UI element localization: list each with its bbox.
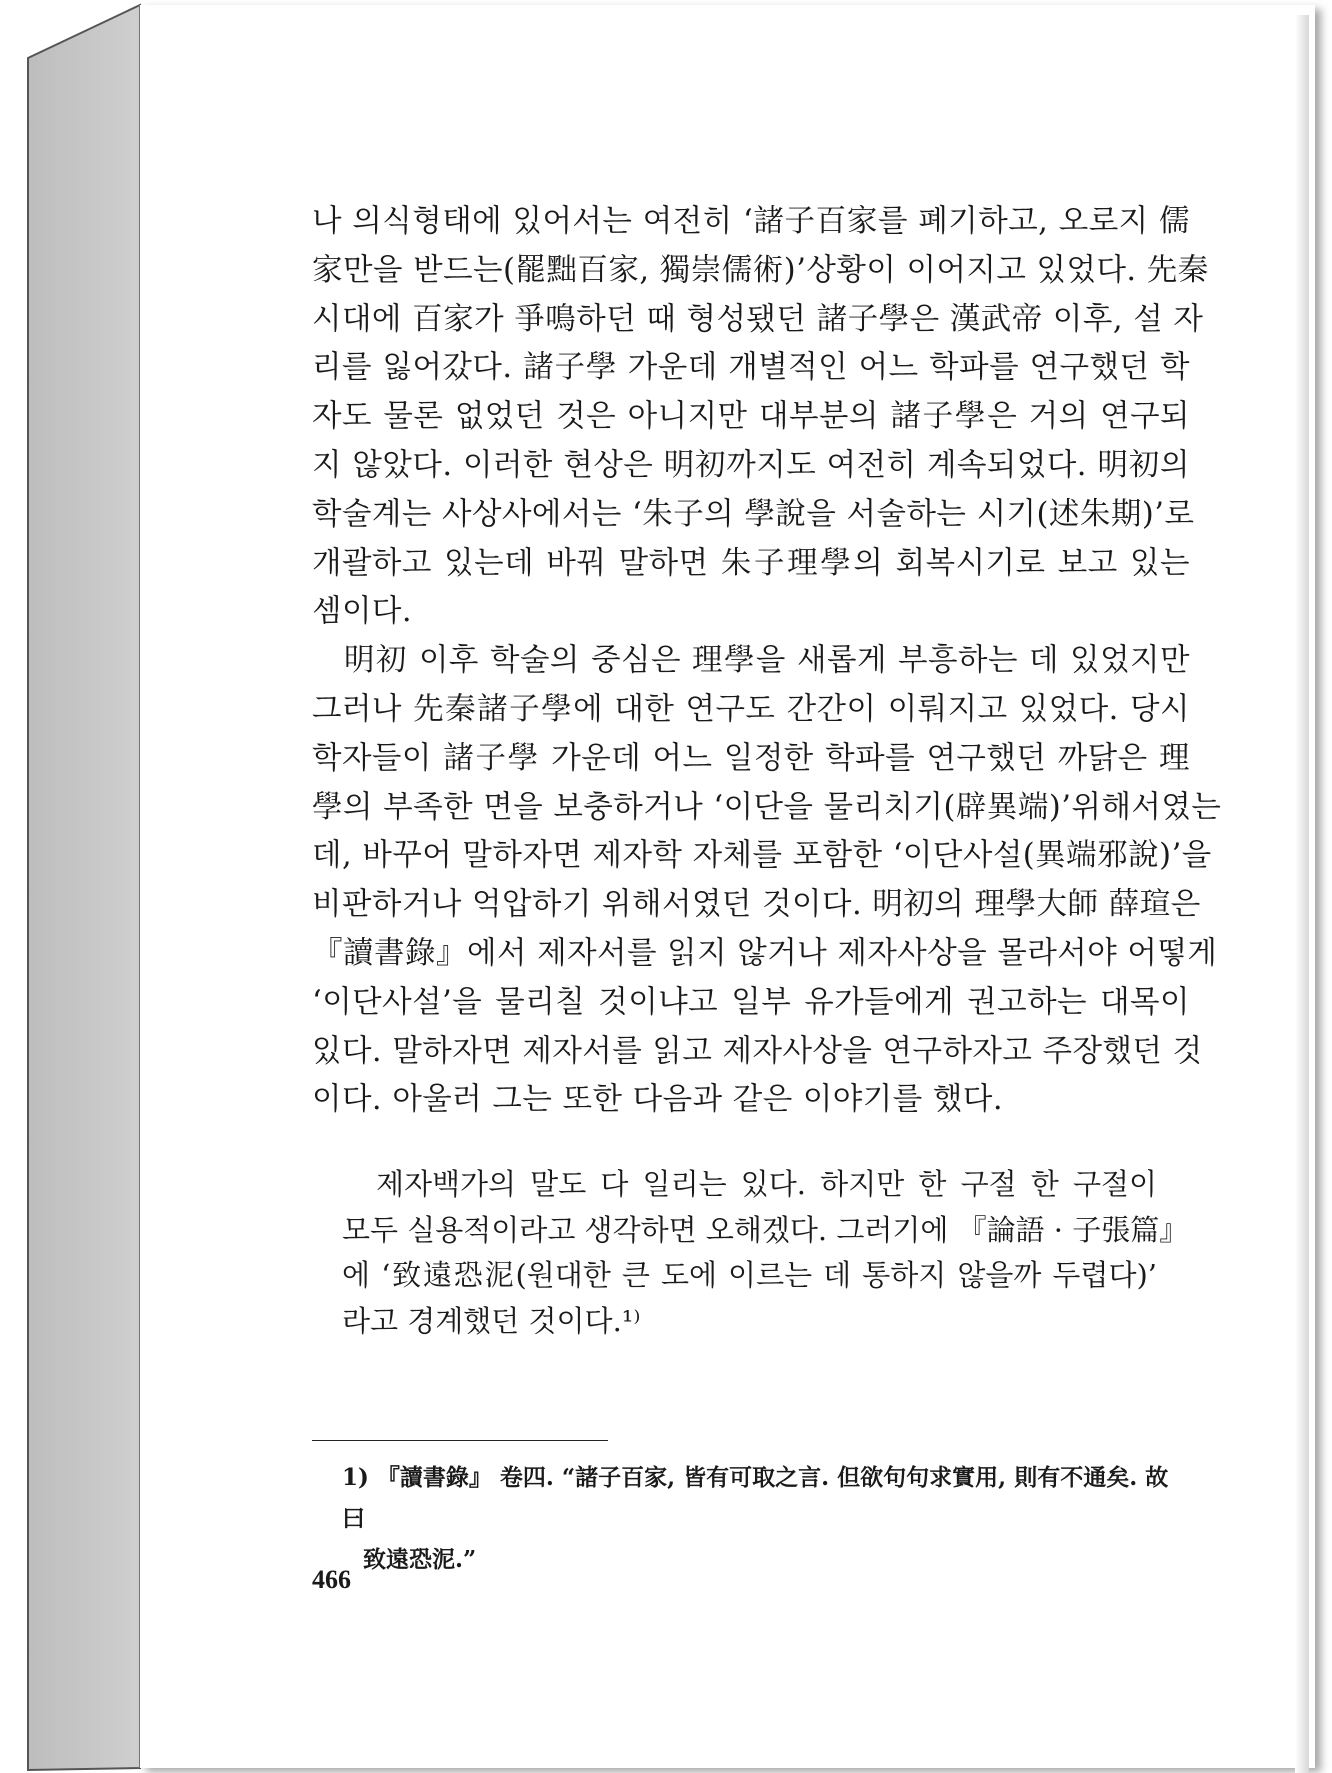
footnote-line: 1) 『讀書錄』 卷四. “諸子百家, 皆有可取之言. 但欲句句求實用, 則有不通矣. 故曰 (342, 1464, 1169, 1532)
text-line: 『讀書錄』에서 제자서를 읽지 않거나 제자사상을 몰라서야 어떻게 (312, 935, 1218, 971)
text-line: 자도 물론 없었던 것은 아니지만 대부분의 諸子學은 거의 연구되 (312, 399, 1190, 435)
quote-line: 라고 경계했던 것이다.¹⁾ (342, 1303, 641, 1338)
quote-line: 에 ‘致遠恐泥(원대한 큰 도에 이르는 데 통하지 않을까 두렵다)’ (342, 1258, 1157, 1292)
block-quote (342, 1162, 1189, 1344)
footnote-line: 致遠恐泥.” (363, 1546, 477, 1573)
body-text (312, 198, 1222, 1125)
text-line: 이다. 아울러 그는 또한 다음과 같은 이야기를 했다. (312, 1082, 1004, 1118)
quote-line: 모두 실용적이라고 생각하면 오해겠다. 그러기에 『論語 · 子張篇』 (342, 1212, 1189, 1247)
text-line: 있다. 말하자면 제자서를 읽고 제자사상을 연구하자고 주장했던 것 (312, 1033, 1203, 1069)
text-line: 나 의식형태에 있어서는 여전히 ‘諸子百家를 폐기하고, 오로지 儒 (312, 204, 1190, 239)
footnote (342, 1457, 1187, 1580)
paragraph-2 (312, 637, 1222, 1125)
text-line: 셈이다. (312, 594, 413, 630)
text-line: 비판하거나 억압하기 위해서였던 것이다. 明初의 理學大師 薛瑄은 (312, 887, 1201, 923)
text-line: 학술계는 사상사에서는 ‘朱子의 學說을 서술하는 시기(述朱期)’로 (312, 496, 1195, 532)
text-line: 시대에 百家가 爭鳴하던 때 형성됐던 諸子學은 漢武帝 이후, 설 자 (312, 301, 1204, 337)
quote-line: 제자백가의 말도 다 일리는 있다. 하지만 한 구절 한 구절이 (342, 1167, 1157, 1201)
text-line: 리를 잃어갔다. 諸子學 가운데 개별적인 어느 학파를 연구했던 학 (312, 350, 1190, 386)
text-line: 明初 이후 학술의 중심은 理學을 새롭게 부흥하는 데 있었지만 (312, 643, 1190, 679)
paragraph-1 (312, 198, 1209, 637)
text-line: 學의 부족한 면을 보충하거나 ‘이단을 물리치기(辟異端)’위해서였는 (312, 789, 1222, 825)
text-line: ‘이단사설’을 물리칠 것이냐고 일부 유가들에게 권고하는 대목이 (312, 984, 1190, 1020)
page-edge (1295, 15, 1309, 1773)
text-line: 그러나 先秦諸子學에 대한 연구도 간간이 이뤄지고 있었다. 당시 (312, 691, 1190, 727)
text-line: 지 않았다. 이러한 현상은 明初까지도 여전히 계속되었다. 明初의 (312, 447, 1190, 483)
text-line: 데, 바꾸어 말하자면 제자학 자체를 포함한 ‘이단사설(異端邪說)’을 (312, 838, 1212, 874)
text-line: 家만을 받드는(罷黜百家, 獨崇儒術)’상황이 이어지고 있었다. 先秦 (312, 252, 1209, 288)
text-line: 개괄하고 있는데 바꿔 말하면 朱子理學의 회복시기로 보고 있는 (312, 545, 1190, 581)
page-number: 466 (312, 1565, 351, 1594)
text-line: 학자들이 諸子學 가운데 어느 일정한 학파를 연구했던 까닭은 理 (312, 740, 1190, 776)
footnote-divider (312, 1440, 608, 1441)
